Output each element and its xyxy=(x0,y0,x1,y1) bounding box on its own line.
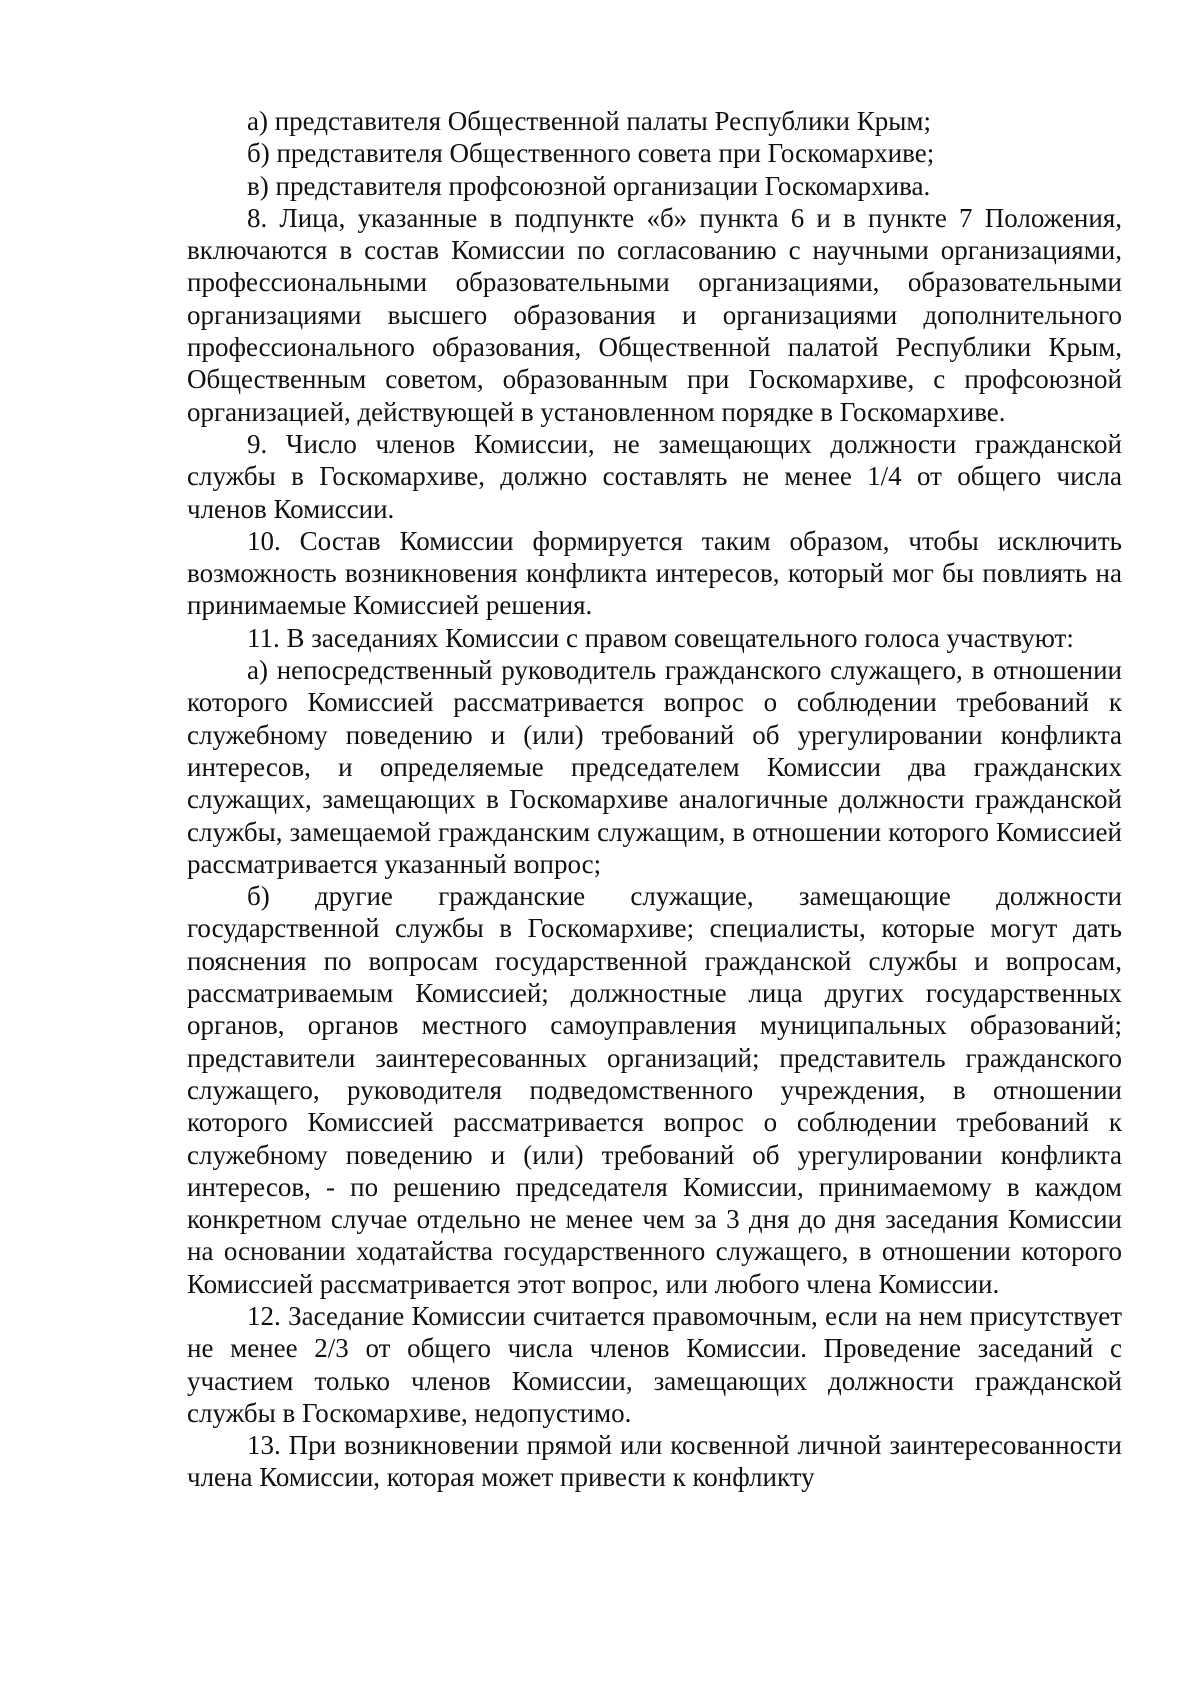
paragraph-item-b-public-council: б) представителя Общественного совета при Госкомархиве; xyxy=(247,138,935,169)
paragraph-clause-11-item-b: б) другие гражданские служащие, замещающие должности государственной службы в Госкомархиве; специалисты, которые могут дать пояснения по вопросам государственной гражданской службы и вопросам, рассматриваемым Комиссией; должностные лица других государственных органов, органов местного самоуправления муниципальных образований; представители заинтересованных организаций; представитель гражданского служащего, руководителя подведомственного учреждения, в отношении которого Комиссией рассматривается вопрос о соблюдении требований к служебному поведению и (или) требований об урегулировании конфликта интересов, - по решению председателя Комиссии, принимаемому в каждом конкретном случае отдельно не менее чем за 3 дня до дня заседания Комиссии на основании ходатайства государственного служащего, в отношении которого Комиссией рассматривается этот вопрос, или любого члена Комиссии. xyxy=(187,881,1122,1299)
paragraph-clause-9: 9. Число членов Комиссии, не замещающих должности гражданской службы в Госкомархиве, должно составлять не менее 1/4 от общего числа членов Комиссии. xyxy=(187,428,1122,524)
paragraph-clause-8: 8. Лица, указанные в подпункте «б» пункта 6 и в пункте 7 Положения, включаются в состав Комиссии по согласованию с научными организациями, профессиональными образовательными организациями, образовательными организациями высшего образования и организациями дополнительного профессионального образования, Общественной палатой Республики Крым, Общественным советом, образованным при Госкомархиве, с профсоюзной организацией, действующей в установленном порядке в Госкомархиве. xyxy=(187,202,1122,427)
paragraph-clause-11: 11. В заседаниях Комиссии с правом совещательного голоса участвуют: xyxy=(247,622,1074,653)
paragraph-clause-12: 12. Заседание Комиссии считается правомочным, если на нем присутствует не менее 2/3 от общего числа членов Комиссии. Проведение заседаний с участием только членов Комиссии, замещающих должности гражданской службы в Госкомархиве, недопустимо. xyxy=(187,1300,1122,1428)
paragraph-item-a-public-chamber: а) представителя Общественной палаты Республики Крым; xyxy=(247,106,931,136)
document-page xyxy=(187,105,1122,1494)
paragraph-clause-10: 10. Состав Комиссии формируется таким образом, чтобы исключить возможность возникновения конфликта интересов, который мог бы повлиять на принимаемые Комиссией решения. xyxy=(187,525,1122,621)
paragraph-item-v-trade-union: в) представителя профсоюзной организации Госкомархива. xyxy=(247,170,931,201)
paragraph-clause-13: 13. При возникновении прямой или косвенной личной заинтересованности члена Комиссии, которая может привести к конфликту xyxy=(187,1430,1122,1493)
paragraph-clause-11-item-a: а) непосредственный руководитель гражданского служащего, в отношении которого Комиссией рассматривается вопрос о соблюдении требований к служебному поведению и (или) требований об урегулировании конфликта интересов, и определяемые председателем Комиссии два гражданских служащих, замещающих в Госкомархиве аналогичные должности гражданской службы, замещаемой гражданским служащим, в отношении которого Комиссией рассматривается указанный вопрос; xyxy=(187,655,1122,879)
